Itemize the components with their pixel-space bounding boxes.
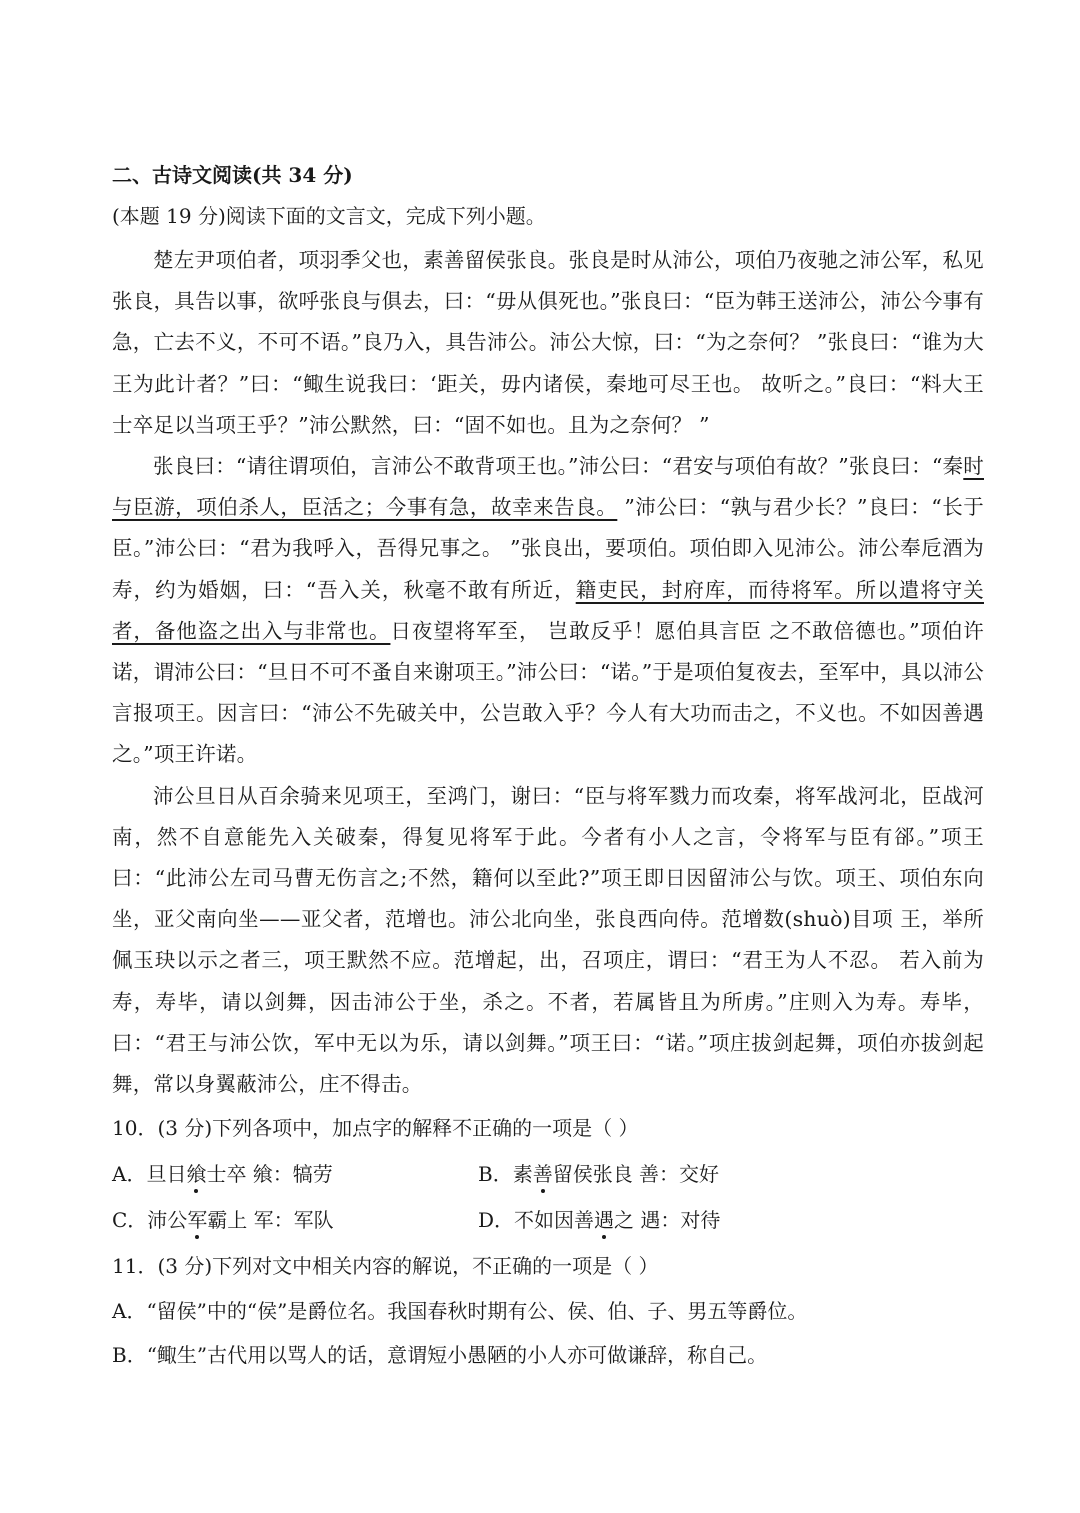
option-text: 留侯张良 善：交好	[552, 1162, 720, 1187]
option-b	[478, 1151, 878, 1197]
dotted-char: 善	[533, 1151, 553, 1197]
option-text: A．旦日	[112, 1162, 187, 1187]
section-instruction: (本题 19 分)阅读下面的文言文，完成下列小题。	[112, 204, 546, 228]
passage-paragraph-1: 楚左尹项伯者，项羽季父也，素善留侯张良。张良是时从沛公，项伯乃夜驰之沛公军，私见张良，具告以事，欲呼张良与俱去，曰：“毋从俱死也。”张良曰：“臣为韩王送沛公，沛公今事有急，亡去不义，不可不语。”良乃入，具告沛公。沛公大惊，曰：“为之奈何？ ”张良曰：“谁为大王为此计者？”曰：“鲰生说我曰：‘距关，毋内诸侯，秦地可尽王也。 故听之。”良曰：“料大王士卒足以当项王乎？”沛公默然，曰：“固不如也。且为之奈何？ ”	[112, 248, 984, 437]
option-d	[478, 1197, 878, 1243]
option-text: D．不如因善	[478, 1208, 595, 1233]
option-text: 之 遇：对待	[614, 1208, 721, 1233]
question-10-options	[112, 1151, 984, 1243]
passage-paragraph-2	[112, 446, 984, 776]
dotted-char: 飨	[186, 1151, 206, 1197]
underlined-sentence-2: 籍吏民，封府库，而待将军。所以遣将守关者，备他盗之出入与非常也。	[112, 577, 984, 643]
question-11-stem: 11．(3 分)下列对文中相关内容的解说，不正确的一项是（ ）	[112, 1254, 659, 1279]
option-c	[112, 1197, 478, 1243]
passage-text: ”沛公曰：“孰与君少长？”良曰：“长于臣。”沛公曰：“君为我呼入，吾得兄事之。 ”张良出，要项伯。项伯即入见沛公。沛公奉卮酒为寿，约为婚姻，曰：“吾入关，秋毫不敢有所近，	[112, 495, 984, 602]
passage-text: 张良曰：“请往谓项伯，言沛公不敢背项王也。”沛公曰：“君安与项伯有故？”张良曰：“秦	[153, 454, 964, 479]
dotted-char: 军	[187, 1197, 207, 1243]
option-a	[112, 1151, 478, 1197]
option-text: 霸上 军：军队	[207, 1208, 334, 1233]
option-text: C．沛公	[112, 1208, 188, 1233]
section-title: 二、古诗文阅读(共 34 分)	[112, 163, 353, 187]
classical-passage	[112, 240, 984, 1105]
dotted-char: 遇	[594, 1197, 614, 1243]
question-11-option-a: A．“留侯”中的“侯”是爵位名。我国春秋时期有公、侯、伯、子、男五等爵位。	[112, 1299, 808, 1324]
option-text: 士卒 飨：犒劳	[206, 1162, 333, 1187]
question-10-stem: 10．(3 分)下列各项中，加点字的解释不正确的一项是（ ）	[112, 1116, 639, 1141]
underlined-sentence-1: 时与臣游，项伯杀人，臣活之；今事有急，故幸来告良。	[112, 454, 984, 520]
option-text: B．素	[478, 1162, 533, 1187]
passage-paragraph-3: 沛公旦日从百余骑来见项王，至鸿门，谢曰：“臣与将军戮力而攻秦，将军战河北，臣战河南，然不自意能先入关破秦，得复见将军于此。今者有小人之言，令将军与臣有郤。”项王曰：“此沛公左司马曹无伤言之;不然，籍何以至此?”项王即日因留沛公与饮。项王、项伯东向坐，亚父南向坐——亚父者，范增也。沛公北向坐，张良西向侍。范增数(shuò)目项 王，举所佩玉玦以示之者三，项王默然不应。范增起，出，召项庄，谓曰：“君王为人不忍。 若入前为寿，寿毕，请以剑舞，因击沛公于坐，杀之。不者，若属皆且为所虏。”庄则入为寿。寿毕，曰：“君王与沛公饮，军中无以为乐，请以剑舞。”项王曰：“诺。”项庄拔剑起舞，项伯亦拔剑起舞，常以身翼蔽沛公，庄不得击。	[112, 783, 984, 1097]
question-11-option-b: B．“鲰生”古代用以骂人的话，意谓短小愚陋的小人亦可做谦辞，称自己。	[112, 1343, 768, 1368]
passage-text: 日夜望将军至， 岂敢反乎！愿伯具言臣 之不敢倍德也。”项伯许诺，谓沛公曰：“旦日不可不蚤自来谢项王。”沛公曰：“诺。”于是项伯复夜去，至军中，具以沛公言报项王。因言曰：“沛公不先破关中，公岂敢入乎？今人有大功而击之，不义也。不如因善遇之。”项王许诺。	[112, 618, 984, 767]
